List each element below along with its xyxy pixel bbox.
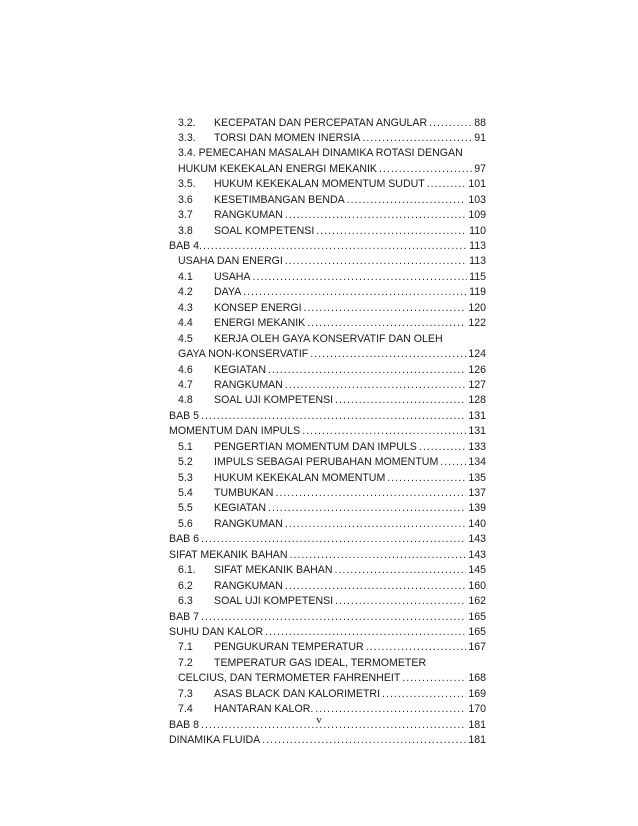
toc-entry	[169, 316, 486, 331]
toc-entry	[169, 177, 486, 192]
dot-leader	[262, 733, 466, 748]
toc-entry-title: USAHA	[214, 270, 251, 283]
toc-entry-number: 3.6	[178, 193, 193, 206]
toc-entry	[169, 532, 486, 547]
toc-entry-page: 167	[468, 641, 486, 654]
toc-entry-page: 110	[469, 224, 486, 237]
toc-entry-number: 6.2	[178, 579, 193, 592]
toc-entry-number: 4.7	[178, 378, 193, 391]
toc-entry-title: KECEPATAN DAN PERCEPATAN ANGULAR	[214, 116, 428, 129]
toc-entry	[169, 393, 486, 408]
dot-leader	[419, 440, 466, 455]
toc-entry-number: 3.5.	[178, 178, 196, 191]
toc-entry	[169, 610, 486, 625]
toc-entry	[169, 563, 486, 578]
toc-entry-title: RANGKUMAN	[214, 209, 283, 222]
toc-entry-title: TEMPERATUR GAS IDEAL, TERMOMETER	[214, 656, 427, 669]
toc-entry-page: 143	[468, 533, 486, 546]
toc-entry	[169, 625, 486, 640]
dot-leader	[285, 517, 466, 532]
table-of-contents	[169, 116, 486, 749]
toc-entry-page: 103	[468, 193, 486, 206]
toc-entry-page: 135	[468, 471, 486, 484]
toc-entry	[169, 733, 486, 748]
toc-entry-title: RANGKUMAN	[214, 579, 283, 592]
toc-entry-number: 3.8	[178, 224, 193, 237]
toc-entry	[169, 239, 486, 254]
toc-entry-page: 145	[468, 564, 486, 577]
toc-entry-page: 97	[474, 162, 486, 175]
dot-leader	[201, 610, 466, 625]
toc-entry-title: SIFAT MEKANIK BAHAN	[214, 564, 333, 577]
toc-entry-title: TORSI DAN MOMEN INERSIA	[214, 131, 361, 144]
toc-entry-page: 120	[468, 301, 486, 314]
toc-entry-title: KEGIATAN	[214, 363, 266, 376]
toc-entry-title: BAB 5	[169, 409, 200, 422]
dot-leader	[362, 131, 472, 146]
toc-entry-page: 115	[469, 270, 486, 283]
toc-entry-title: SOAL UJI KOMPETENSI	[214, 595, 334, 608]
toc-entry-number: 6.3	[178, 595, 193, 608]
toc-entry-number: 7.1	[178, 641, 193, 654]
toc-entry-title: CELCIUS, DAN TERMOMETER FAHRENHEIT	[178, 672, 401, 685]
dot-leader	[440, 455, 466, 470]
toc-entry-page: 128	[468, 394, 486, 407]
toc-entry-page: 139	[468, 502, 486, 515]
toc-entry-title: MOMENTUM DAN IMPULS	[169, 425, 301, 438]
toc-entry-number: 6.1.	[178, 564, 196, 577]
toc-entry-page: 124	[468, 348, 486, 361]
toc-entry-page: 126	[468, 363, 486, 376]
toc-entry	[169, 162, 486, 177]
toc-entry-number: 4.4	[178, 317, 193, 330]
toc-entry-number: 7.3	[178, 687, 193, 700]
toc-entry	[169, 687, 486, 702]
toc-entry-title: ENERGI MEKANIK	[214, 317, 306, 330]
toc-entry-title: BAB 6	[169, 533, 200, 546]
toc-entry-title: USAHA DAN ENERGI	[178, 255, 283, 268]
dot-leader	[382, 687, 466, 702]
toc-entry-number: 4.5	[178, 332, 193, 345]
dot-leader	[304, 301, 467, 316]
toc-entry-title: SOAL KOMPETENSI	[214, 224, 315, 237]
dot-leader	[285, 579, 466, 594]
toc-entry-number: 4.3	[178, 301, 193, 314]
toc-entry	[169, 208, 486, 223]
toc-entry-page: 101	[468, 178, 486, 191]
dot-leader	[268, 501, 466, 516]
toc-entry-page: 113	[469, 255, 486, 268]
toc-entry-page: 127	[468, 378, 486, 391]
toc-entry-title: HUKUM KEKEKALAN MOMENTUM SUDUT	[214, 178, 425, 191]
toc-entry	[169, 347, 486, 362]
toc-entry-number: 5.6	[178, 517, 193, 530]
toc-entry-title: GAYA NON-KONSERVATIF	[178, 348, 309, 361]
toc-entry-number: 7.4	[178, 703, 193, 716]
toc-entry-page: 165	[468, 625, 486, 638]
toc-entry-title: PENGERTIAN MOMENTUM DAN IMPULS	[214, 440, 417, 453]
toc-entry-title: RANGKUMAN	[214, 517, 283, 530]
toc-entry	[169, 424, 486, 439]
dot-leader	[285, 254, 467, 269]
toc-entry-page: 131	[468, 409, 486, 422]
toc-entry-number: 5.1	[178, 440, 193, 453]
dot-leader	[427, 177, 467, 192]
toc-entry-page: 134	[468, 456, 486, 469]
toc-entry	[169, 270, 486, 285]
dot-leader	[429, 116, 472, 131]
toc-entry-page: 165	[468, 610, 486, 623]
toc-entry-title: KERJA OLEH GAYA KONSERVATIF DAN OLEH	[214, 332, 443, 345]
page-number: v	[316, 714, 322, 726]
dot-leader	[335, 393, 466, 408]
toc-entry-page: 169	[468, 687, 486, 700]
toc-entry-page: 131	[468, 425, 486, 438]
toc-entry-page: 181	[468, 718, 486, 731]
toc-entry-page: 181	[468, 734, 486, 746]
toc-entry	[169, 640, 486, 655]
toc-entry-title: KESETIMBANGAN BENDA	[214, 193, 345, 206]
dot-leader	[402, 671, 466, 686]
toc-entry-number: 3.3.	[178, 131, 196, 144]
toc-entry-page: 160	[468, 579, 486, 592]
toc-entry-page: 133	[468, 440, 486, 453]
toc-entry-title: SOAL UJI KOMPETENSI	[214, 394, 334, 407]
toc-entry-title: ASAS BLACK DAN KALORIMETRI	[214, 687, 381, 700]
toc-entry-number: 3.2.	[178, 116, 196, 129]
toc-entry	[169, 656, 486, 671]
toc-entry	[169, 594, 486, 609]
dot-leader	[302, 424, 466, 439]
toc-entry-number: 4.8	[178, 394, 193, 407]
dot-leader	[243, 285, 467, 300]
toc-entry-page: 122	[468, 317, 486, 330]
dot-leader	[285, 378, 466, 393]
toc-entry	[169, 486, 486, 501]
toc-entry-title: 3.4. PEMECAHAN MASALAH DINAMIKA ROTASI DENGAN	[178, 147, 463, 160]
toc-entry	[169, 517, 486, 532]
toc-entry-page: 113	[469, 240, 486, 252]
toc-entry-title: RANGKUMAN	[214, 378, 283, 391]
toc-entry	[169, 378, 486, 393]
toc-entry	[169, 440, 486, 455]
dot-leader	[285, 208, 466, 223]
toc-entry-title: TUMBUKAN	[214, 487, 274, 499]
dot-leader	[366, 640, 467, 655]
toc-entry	[169, 409, 486, 424]
toc-entry	[169, 131, 486, 146]
dot-leader	[265, 625, 466, 640]
toc-entry-number: 5.4	[178, 487, 193, 499]
toc-entry-number: 3.7	[178, 209, 193, 222]
toc-entry	[169, 116, 486, 131]
dot-leader	[335, 563, 467, 578]
dot-leader	[275, 486, 466, 501]
toc-entry-title: DAYA	[214, 286, 242, 299]
toc-entry-title: BAB 8	[169, 718, 200, 731]
toc-entry	[169, 254, 486, 269]
toc-entry-title: BAB 7	[169, 610, 200, 623]
toc-entry	[169, 671, 486, 686]
dot-leader	[201, 532, 466, 547]
dot-leader	[335, 594, 466, 609]
dot-leader	[268, 363, 466, 378]
toc-entry-number: 5.5	[178, 502, 193, 515]
toc-entry-page: 143	[468, 548, 486, 561]
toc-entry-title: HANTARAN KALOR.	[214, 703, 314, 716]
toc-entry	[169, 455, 486, 470]
toc-entry	[169, 363, 486, 378]
toc-entry-title: HUKUM KEKEKALAN ENERGI MEKANIK	[178, 162, 377, 175]
dot-leader	[310, 347, 466, 362]
dot-leader	[290, 548, 467, 563]
dot-leader	[316, 224, 467, 239]
toc-entry-number: 7.2	[178, 656, 193, 669]
toc-entry	[169, 193, 486, 208]
dot-leader	[253, 270, 468, 285]
dot-leader	[199, 239, 467, 254]
toc-entry	[169, 146, 486, 161]
toc-entry-number: 4.6	[178, 363, 193, 376]
toc-entry-page: 168	[468, 672, 486, 685]
toc-entry-page: 91	[474, 131, 486, 144]
toc-entry	[169, 579, 486, 594]
toc-entry	[169, 224, 486, 239]
toc-entry-page: 162	[468, 595, 486, 608]
toc-entry-page: 170	[468, 703, 486, 716]
toc-entry-number: 5.2	[178, 456, 193, 469]
toc-entry	[169, 285, 486, 300]
toc-entry-title: PENGUKURAN TEMPERATUR	[214, 641, 364, 654]
toc-entry	[169, 332, 486, 347]
toc-entry-page: 140	[468, 517, 486, 530]
toc-entry-title: IMPULS SEBAGAI PERUBAHAN MOMENTUM	[214, 456, 439, 469]
toc-entry-page: 137	[468, 487, 486, 499]
toc-entry-title: KONSEP ENERGI	[214, 301, 302, 314]
dot-leader	[307, 316, 466, 331]
toc-entry-page: 88	[474, 116, 486, 129]
toc-entry-number: BAB 4	[169, 240, 200, 252]
toc-entry-title: HUKUM KEKEKALAN MOMENTUM	[214, 471, 386, 484]
toc-entry-title: KEGIATAN	[214, 502, 266, 515]
toc-entry	[169, 301, 486, 316]
toc-entry-page: 109	[468, 209, 486, 222]
toc-entry	[169, 471, 486, 486]
toc-entry-title: DINAMIKA FLUIDA	[169, 734, 261, 746]
dot-leader	[387, 471, 466, 486]
toc-entry	[169, 501, 486, 516]
toc-entry	[169, 548, 486, 563]
toc-entry-number: 5.3	[178, 471, 193, 484]
toc-entry-title: SIFAT MEKANIK BAHAN	[169, 548, 288, 561]
dot-leader	[201, 409, 466, 424]
toc-entry-title: SUHU DAN KALOR	[169, 625, 264, 638]
dot-leader	[379, 162, 472, 177]
dot-leader	[347, 193, 467, 208]
toc-entry-number: 4.2	[178, 286, 193, 299]
toc-entry-page: 119	[469, 286, 486, 299]
toc-entry-number: 4.1	[178, 270, 193, 283]
